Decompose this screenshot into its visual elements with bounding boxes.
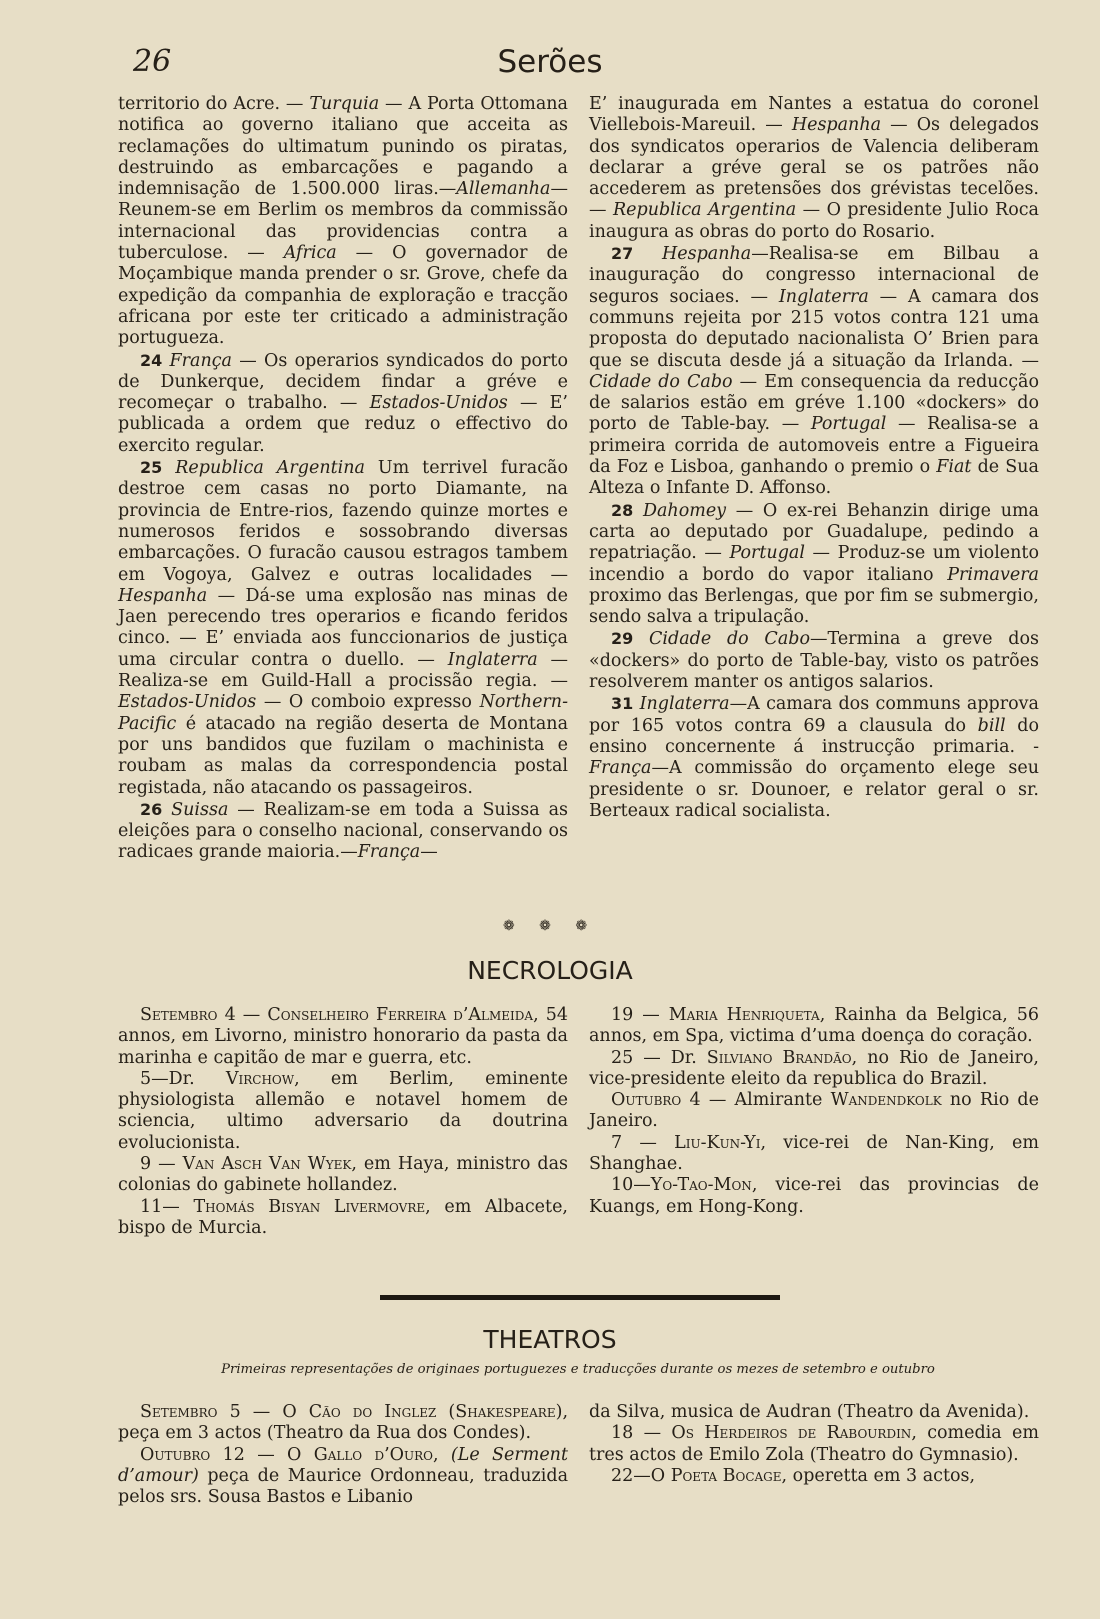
text-run: , no Rio de Janeiro, vice-presidente eleito da republica do Brazil. bbox=[589, 1047, 1039, 1089]
text-run: — A Porta Ottomana notifica ao governo italiano que acceita as reclamações do ultimatum punindo os piratas, destruindo as embarcações e pagando a indemnisação de 1.500.000 liras.— bbox=[118, 94, 568, 200]
day-number: 25 bbox=[140, 458, 163, 478]
text-run: E’ inaugurada em Nantes a estatua do coronel Viellebois-Mareuil. — bbox=[589, 94, 1039, 136]
running-head-title: Serões bbox=[497, 44, 603, 80]
text-run: , comedia em tres actos de Emilo Zola (Theatro do Gymnasio). bbox=[589, 1423, 1039, 1465]
chronicle-right-column bbox=[589, 94, 1039, 822]
text-run: — O governador de Moçambique manda prender o sr. Grove, chefe da expedição da companhia de exploração e tracção africana por este ter criticado a administração portugueza. bbox=[118, 243, 568, 349]
paragraph bbox=[589, 1175, 1039, 1218]
small-caps-name: Van Asch Van Wyek bbox=[182, 1154, 352, 1175]
paragraph bbox=[589, 1048, 1039, 1091]
italic-term: Estados-Unidos bbox=[118, 692, 257, 713]
theatros-subtitle: Primeiras representações de originaes portuguezes e traducções durante os mezes de setembro e outubro bbox=[221, 1362, 935, 1377]
italic-term: Primavera bbox=[947, 564, 1039, 585]
text-run: , em Haya, ministro das colonias do gabinete hollandez. bbox=[118, 1154, 569, 1196]
day-number: 24 bbox=[140, 350, 163, 370]
text-run: , Rainha da Belgica, 56 annos, em Spa, victima d’uma doença do coração. bbox=[589, 1005, 1039, 1047]
day-number: 26 bbox=[140, 799, 163, 819]
text-run: — E’ publicada a ordem que reduz o effectivo do exercito regular. bbox=[118, 393, 568, 456]
small-caps-name: O Gallo d’Ouro, bbox=[287, 1444, 451, 1465]
paragraph bbox=[118, 350, 568, 457]
paragraph bbox=[589, 1090, 1039, 1133]
text-run: —A camara dos communs approva por 165 votos contra 69 a clausula do bbox=[589, 694, 1039, 736]
small-caps-name: Conselheiro Ferreira d’Almeida bbox=[267, 1005, 534, 1025]
italic-term: Estados-Unidos bbox=[369, 393, 508, 414]
text-run: 5 — bbox=[217, 1402, 283, 1422]
italic-term: Hespanha bbox=[661, 244, 752, 265]
day-number: 31 bbox=[611, 694, 634, 714]
text-run: 11— bbox=[140, 1196, 194, 1217]
text-run: , em Berlim, eminente physiologista allemão e notavel homem de sciencia, ultimo adversario da doutrina evolucionista. bbox=[118, 1068, 568, 1153]
text-run: , 54 annos, em Livorno, ministro honorario da pasta da marinha e capitão de mar e guerra, etc. bbox=[118, 1005, 569, 1068]
small-caps-name: Setembro bbox=[140, 1005, 218, 1025]
necrologia-title: NECROLOGIA bbox=[467, 956, 633, 985]
text-run: do ensino concernente á instrucção primaria. - bbox=[589, 715, 1039, 757]
text-run: — O ex-rei Behanzin dirige uma carta ao deputado por Guadalupe, pedindo a repatriação. — bbox=[589, 500, 1039, 564]
necrologia-left-column bbox=[118, 1005, 568, 1239]
necrologia-right-column bbox=[589, 1005, 1039, 1218]
small-caps-name: Wandendkolk bbox=[830, 1090, 942, 1111]
text-run: proximo das Berlengas, que por fim se submergio, sendo salva a tripulação. bbox=[589, 585, 1039, 628]
italic-term: Turquia bbox=[309, 94, 380, 114]
text-run: , peça em 3 actos (Theatro da Rua dos Condes). bbox=[118, 1402, 569, 1444]
text-run: —A commissão do orçamento elege seu presidente o sr. Dounoer, e relator geral o sr. Berteaux radical socialista. bbox=[589, 758, 1039, 821]
paragraph bbox=[118, 799, 568, 864]
small-caps-name: Outubro bbox=[611, 1090, 682, 1111]
chronicle-left-column bbox=[118, 94, 568, 864]
paragraph bbox=[118, 1197, 568, 1240]
text-run: — Os delegados dos syndicatos operarios de Valencia deliberam declarar a gréve geral se os patrões não accederem as pretensões dos grévistas tecelões. — bbox=[589, 115, 1039, 221]
section-ornament: ❁ ❁ ❁ bbox=[502, 918, 598, 934]
italic-term: Republica Argentina bbox=[175, 458, 365, 479]
italic-term: Suissa bbox=[171, 799, 229, 820]
paragraph bbox=[589, 500, 1039, 629]
day-number: 29 bbox=[611, 629, 634, 649]
text-run: —Termina a greve dos «dockers» do porto de Table-bay, visto os patrões resolverem manter os antigos salarios. bbox=[589, 629, 1039, 693]
text-run: — Produz-se um violento incendio a bordo do vapor italiano bbox=[589, 543, 1039, 585]
small-caps-name: Maria Henriqueta bbox=[668, 1005, 820, 1025]
italic-term: Hespanha bbox=[791, 115, 882, 136]
paragraph bbox=[118, 1069, 568, 1154]
day-number: 28 bbox=[611, 500, 634, 520]
paragraph bbox=[118, 1402, 568, 1445]
italic-term: França bbox=[589, 758, 652, 779]
text-run: — O comboio expresso bbox=[256, 692, 480, 713]
text-run: peça de Maurice Ordonneau, traduzida pelos srs. Sousa Bastos e Libanio bbox=[118, 1465, 568, 1508]
paragraph bbox=[118, 94, 568, 350]
paragraph bbox=[589, 1402, 1039, 1423]
small-caps-name: Virchow bbox=[225, 1068, 295, 1089]
section-divider-rule bbox=[380, 1295, 780, 1300]
small-caps-name: Thomás Bisyan Livermovre bbox=[193, 1196, 426, 1217]
text-run: — Realisa-se a primeira corrida de automoveis entre a Figueira da Foz e Lisboa, ganhando o premio o bbox=[589, 414, 1039, 478]
text-run: — bbox=[420, 842, 438, 863]
text-run: territorio do Acre. — bbox=[118, 94, 310, 114]
paragraph bbox=[589, 243, 1039, 500]
italic-term: França bbox=[357, 842, 421, 863]
italic-term: Dahomey bbox=[642, 500, 727, 521]
text-run: , vice-rei de Nan-King, em Shanghae. bbox=[589, 1132, 1039, 1175]
italic-term: Cidade do Cabo bbox=[589, 371, 733, 392]
text-run: — O presidente Julio Roca inaugura as obras do porto do Rosario. bbox=[589, 200, 1039, 242]
paragraph bbox=[589, 1133, 1039, 1176]
italic-term: bill bbox=[977, 715, 1006, 736]
text-run: —Realisa-se em Bilbau a inauguração do congresso internacional de seguros sociaes. — bbox=[589, 244, 1039, 307]
paragraph bbox=[589, 94, 1039, 243]
text-run: — A camara dos communs rejeita por 215 votos contra 121 uma proposta do deputado nacionalista O’ Brien para que se discuta desde já a situação da Irlanda. — bbox=[589, 286, 1039, 371]
italic-term: Republica Argentina bbox=[612, 200, 797, 221]
paragraph bbox=[118, 1154, 568, 1197]
paragraph bbox=[589, 1005, 1039, 1048]
text-run: no Rio de Janeiro. bbox=[589, 1090, 1039, 1132]
text-run: de Sua Alteza o Infante D. Affonso. bbox=[589, 457, 1039, 499]
text-run: — Realiza-se em Guild-Hall a procissão regia. — bbox=[118, 649, 568, 692]
text-run: , em Albacete, bispo de Murcia. bbox=[118, 1196, 568, 1238]
theatros-right-column bbox=[589, 1402, 1039, 1487]
italic-term: Allemanha bbox=[456, 179, 551, 200]
italic-term: Portugal bbox=[810, 414, 887, 435]
small-caps-name: Yo-Tao-Mon bbox=[650, 1175, 752, 1196]
small-caps-name: Setembro bbox=[140, 1402, 218, 1422]
italic-term: Inglaterra bbox=[447, 649, 538, 670]
text-run: , vice-rei das provincias de Kuangs, em Hong-Kong. bbox=[589, 1175, 1039, 1217]
italic-term: Northern-Pacific bbox=[118, 692, 568, 734]
italic-term: Inglaterra bbox=[639, 694, 730, 715]
text-run: 10— bbox=[611, 1175, 651, 1196]
small-caps-name: Silviano Brandão bbox=[706, 1047, 852, 1068]
italic-term: (Le Serment d’amour) bbox=[118, 1444, 568, 1486]
paragraph bbox=[118, 457, 568, 799]
text-run: , operetta em 3 actos, bbox=[781, 1465, 976, 1486]
text-run: 5—Dr. bbox=[140, 1068, 226, 1089]
paragraph bbox=[118, 1445, 568, 1509]
paragraph bbox=[118, 1005, 568, 1069]
text-run: 18 — bbox=[611, 1423, 672, 1444]
italic-term: Portugal bbox=[729, 543, 805, 564]
theatros-title: THEATROS bbox=[483, 1325, 617, 1354]
paragraph bbox=[589, 628, 1039, 693]
text-run: —Reunem-se em Berlim os membros da commissão internacional das providencias contra a tuberculose. — bbox=[118, 179, 568, 264]
small-caps-name: O Cão do Inglez (Shakespeare) bbox=[282, 1402, 563, 1422]
text-run: 12 — bbox=[210, 1444, 288, 1465]
text-run: 7 — bbox=[611, 1132, 675, 1153]
italic-term: Cidade do Cabo bbox=[649, 629, 810, 650]
page-number: 26 bbox=[133, 44, 172, 79]
small-caps-name: Liu-Kun-Yi bbox=[674, 1132, 761, 1153]
italic-term: Hespanha bbox=[118, 585, 208, 606]
text-run: 4 — bbox=[217, 1005, 268, 1025]
paragraph bbox=[589, 1466, 1039, 1487]
small-caps-name: O Poeta Bocage bbox=[650, 1465, 782, 1486]
italic-term: Fiat bbox=[936, 457, 972, 478]
small-caps-name: Os Herdeiros de Rabourdin bbox=[671, 1423, 912, 1444]
small-caps-name: Outubro bbox=[140, 1444, 211, 1465]
text-run: — Os operarios syndicados do porto de Dunkerque, decidem findar a gréve e recomeçar o trabalho. — bbox=[118, 350, 568, 414]
theatros-left-column bbox=[118, 1402, 568, 1508]
text-run: — Realizam-se em toda a Suissa as eleições para o conselho nacional, conservando os radicaes grande maioria.— bbox=[118, 799, 568, 863]
text-run: 25 — Dr. bbox=[611, 1047, 707, 1068]
italic-term: Africa bbox=[283, 243, 337, 264]
text-run: Um terrivel furacão destroe cem casas no porto Diamante, na provincia de Entre-rios, fazendo quinze mortes e numerosos feridos e sossobrando diversas embarcações. O furacão causou estragos tambem em Vogoya, Galvez e outras localidades — bbox=[118, 458, 568, 585]
day-number: 27 bbox=[611, 244, 634, 264]
text-run: — Em consequencia da reducção de salarios estão em gréve 1.100 «dockers» do porto de Table-bay. — bbox=[589, 371, 1039, 435]
text-run: da Silva, musica de Audran (Theatro da Avenida). bbox=[589, 1402, 1030, 1422]
paragraph bbox=[589, 693, 1039, 822]
text-run: é atacado na região deserta de Montana por uns bandidos que fuzilam o machinista e roubam as malas da correspondencia postal registada, não atacando os passageiros. bbox=[118, 713, 568, 798]
text-run: 4 — Almirante bbox=[681, 1090, 831, 1111]
italic-term: Inglaterra bbox=[778, 286, 869, 307]
paragraph bbox=[589, 1423, 1039, 1466]
italic-term: França bbox=[169, 350, 232, 371]
text-run: 9 — bbox=[140, 1154, 183, 1175]
text-run: — Dá-se uma explosão nas minas de Jaen perecendo tres operarios e ficando feridos cinco. — E’ enviada aos funccionarios de justiça uma circular contra o duello. — bbox=[118, 585, 568, 670]
text-run: 22— bbox=[611, 1465, 651, 1486]
text-run: 19 — bbox=[611, 1005, 669, 1025]
